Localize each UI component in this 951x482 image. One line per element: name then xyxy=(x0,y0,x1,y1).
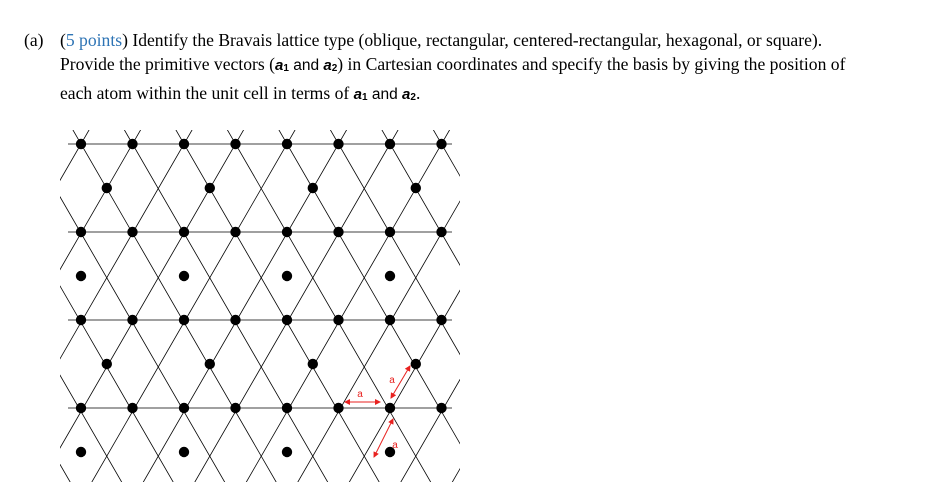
lattice-atom xyxy=(205,359,215,369)
vector-a2-ref-sub: 2 xyxy=(410,92,416,103)
problem-line-3-end: . xyxy=(415,83,421,103)
lattice-atom xyxy=(385,139,395,149)
lattice-atom xyxy=(205,183,215,193)
lattice-lines xyxy=(60,130,460,482)
vector-a1-ref-base: a xyxy=(353,86,362,103)
vector-a1 xyxy=(275,57,289,74)
lattice-atom xyxy=(385,271,395,281)
distance-annotations xyxy=(345,366,410,457)
lattice-atom xyxy=(76,271,86,281)
vector-a2-sub: 2 xyxy=(331,63,338,74)
lattice-atom xyxy=(179,227,189,237)
problem-line-2 xyxy=(24,52,944,81)
vector-a2-ref xyxy=(402,86,416,103)
diagonal-lattice-line xyxy=(441,130,460,482)
diagonal-lattice-line xyxy=(60,130,101,482)
diagonal-lattice-line xyxy=(60,130,204,482)
lattice-atom xyxy=(76,315,86,325)
vector-a2 xyxy=(323,57,337,74)
lattice-atom xyxy=(127,403,137,413)
lattice-atom xyxy=(230,139,240,149)
lattice-atom xyxy=(179,403,189,413)
label-a-lower: a xyxy=(392,440,398,451)
diagonal-lattice-line xyxy=(235,130,460,482)
lattice-atom xyxy=(411,359,421,369)
lattice-atom xyxy=(411,183,421,193)
and-text-2: and xyxy=(367,86,403,103)
diagonal-lattice-line xyxy=(286,130,460,482)
vector-a1-sub: 1 xyxy=(283,63,289,74)
lattice-atom xyxy=(102,183,112,193)
lattice-atom xyxy=(230,403,240,413)
lattice-atom xyxy=(282,271,292,281)
diagonal-lattice-line xyxy=(60,130,236,482)
lattice-atom xyxy=(282,139,292,149)
diagonal-lattice-line xyxy=(60,130,152,482)
and-text: and xyxy=(288,57,324,74)
diagonal-lattice-line xyxy=(113,130,339,482)
problem-line-3-text: each atom within the unit cell in terms of xyxy=(60,83,354,103)
lattice-atom xyxy=(385,315,395,325)
lattice-atom xyxy=(385,227,395,237)
vector-a2-base: a xyxy=(323,57,332,74)
lattice-atom xyxy=(282,315,292,325)
lattice-atom xyxy=(102,359,112,369)
lattice-atom xyxy=(127,227,137,237)
problem-line-1: (a) (5 points) Identify the Bravais lattice type (oblique, rectangular, centered-rectangular, hexagonal, or square). xyxy=(24,30,823,50)
lattice-atom xyxy=(436,139,446,149)
diagonal-lattice-line xyxy=(216,130,442,482)
lattice-atom xyxy=(127,139,137,149)
lattice-atom xyxy=(179,271,189,281)
diagonal-lattice-line xyxy=(164,130,390,482)
problem-line-2-text: Provide the primitive vectors ( xyxy=(60,54,275,74)
vector-a1-base: a xyxy=(274,57,284,74)
problem-line-3 xyxy=(24,81,944,110)
diagonal-lattice-line xyxy=(338,130,460,482)
lattice-atom xyxy=(436,227,446,237)
lattice-atom xyxy=(333,227,343,237)
diagonal-lattice-line xyxy=(319,130,460,482)
lattice-atom xyxy=(179,139,189,149)
vector-a1-ref xyxy=(354,86,368,103)
diagonal-lattice-line xyxy=(183,130,409,482)
diagonal-lattice-line xyxy=(370,130,460,482)
lattice-atom xyxy=(308,359,318,369)
problem-line-1-text: ) Identify the Bravais lattice type (oblique, rectangular, centered-rectangular, hexagonal, or square). xyxy=(122,30,823,50)
kagome-lattice-figure xyxy=(60,130,460,482)
vector-a2-ref-base: a xyxy=(402,86,411,103)
diagonal-lattice-line xyxy=(61,130,287,482)
lattice-atom xyxy=(436,403,446,413)
lattice-atom xyxy=(76,227,86,237)
points-link[interactable]: 5 points xyxy=(65,30,123,50)
lattice-atom xyxy=(436,315,446,325)
lattice-atom xyxy=(333,315,343,325)
lattice-atom xyxy=(76,447,86,457)
lattice-atom xyxy=(179,315,189,325)
lattice-atom xyxy=(230,315,240,325)
lattice-atom xyxy=(230,227,240,237)
diagonal-lattice-line xyxy=(422,130,460,482)
diagonal-lattice-line xyxy=(80,130,306,482)
lattice-atom xyxy=(385,403,395,413)
lattice-atom xyxy=(76,139,86,149)
part-label: (a) xyxy=(24,30,44,50)
problem-statement xyxy=(24,28,944,110)
lattice-atom xyxy=(76,403,86,413)
lattice-atom xyxy=(282,403,292,413)
lattice-atom xyxy=(333,403,343,413)
diagonal-lattice-line xyxy=(132,130,358,482)
lattice-atom xyxy=(282,447,292,457)
lattice-atom xyxy=(179,447,189,457)
vector-a1-ref-sub: 1 xyxy=(361,92,368,103)
label-a-horizontal: a xyxy=(357,389,363,400)
label-a-upper: a xyxy=(389,375,395,386)
lattice-atom xyxy=(127,315,137,325)
lattice-atoms xyxy=(76,139,447,457)
lattice-atom xyxy=(308,183,318,193)
lattice-atom xyxy=(282,227,292,237)
problem-line-2-end: ) in Cartesian coordinates and specify the basis by giving the position of xyxy=(337,54,846,74)
lattice-atom xyxy=(333,139,343,149)
